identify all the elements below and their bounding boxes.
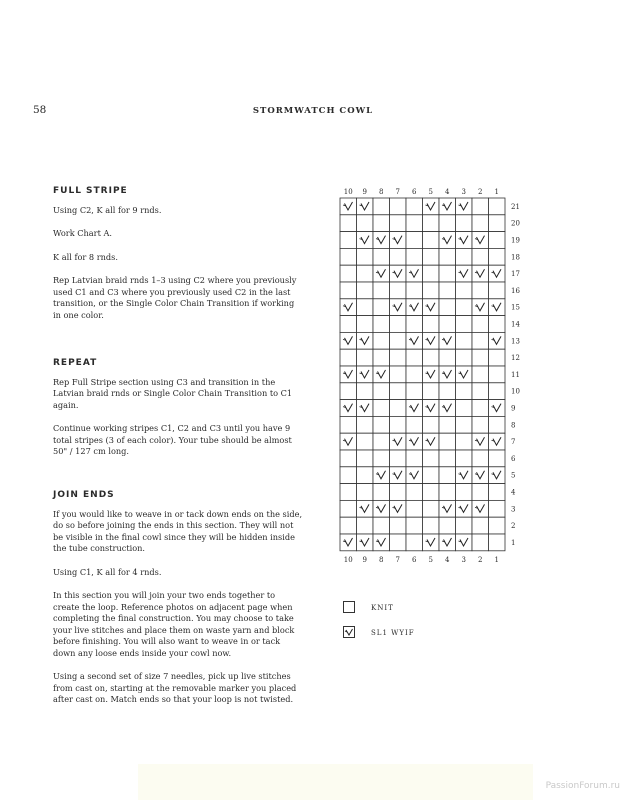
chart-cell (340, 299, 357, 316)
chart-cell (489, 198, 506, 215)
chart-cell (357, 450, 374, 467)
chart-cell (390, 299, 407, 316)
chart-cell (423, 316, 440, 333)
chart-cell (472, 534, 489, 551)
chart-cell (340, 282, 357, 299)
section-full-stripe (53, 186, 303, 333)
row-label: 12 (511, 354, 520, 363)
chart-cell (439, 467, 456, 484)
chart-cell (472, 215, 489, 232)
chart-cell (489, 248, 506, 265)
chart-cell (406, 299, 423, 316)
chart-cell (423, 400, 440, 417)
chart-cell (390, 400, 407, 417)
watermark: PassionForum.ru (545, 781, 620, 791)
row-label: 7 (511, 438, 516, 447)
paragraph: If you would like to weave in or tack down ends on the side, do so before joining the ends in this section. They will not be visible in the final cowl since they will be hidden inside the tube construction. (53, 508, 303, 553)
chart-cell (390, 433, 407, 450)
chart-cell (390, 500, 407, 517)
chart-cell (489, 282, 506, 299)
chart-cell (456, 383, 473, 400)
chart-cell (423, 332, 440, 349)
chart-cell (456, 450, 473, 467)
chart-cell (423, 349, 440, 366)
chart-cell (439, 198, 456, 215)
chart-cell (390, 349, 407, 366)
chart-cell (390, 332, 407, 349)
chart-cell (439, 215, 456, 232)
chart-cell (489, 332, 506, 349)
chart-cell (390, 215, 407, 232)
chart-cell (406, 416, 423, 433)
footer-strip (138, 764, 533, 800)
chart-cell (423, 232, 440, 249)
chart-cell (472, 517, 489, 534)
chart-cell (423, 383, 440, 400)
chart-cell (357, 400, 374, 417)
chart-cell (423, 433, 440, 450)
chart-cell (406, 433, 423, 450)
chart-cell (423, 500, 440, 517)
chart-cell (406, 349, 423, 366)
chart-cell (489, 366, 506, 383)
chart-cell (439, 366, 456, 383)
chart-cell (439, 450, 456, 467)
chart-cell (373, 316, 390, 333)
row-label: 6 (511, 454, 516, 463)
chart-cell (439, 484, 456, 501)
chart-cell (340, 500, 357, 517)
chart-cell (357, 517, 374, 534)
paragraph: Rep Latvian braid rnds 1–3 using C2 where you previously used C1 and C3 where you previously used C2 in the last transition, or the Single Color Chain Transition if working in one color. (53, 275, 297, 320)
paragraph: Using a second set of size 7 needles, pick up live stitches from cast on, starting at the removable marker you placed after cast on. Match ends so that your loop is not twisted. (53, 671, 297, 704)
column-label-top: 8 (379, 188, 384, 196)
chart-cell (406, 383, 423, 400)
chart-cell (406, 198, 423, 215)
chart-cell (357, 299, 374, 316)
chart-cell (472, 299, 489, 316)
chart-cell (340, 232, 357, 249)
chart-cell (456, 299, 473, 316)
chart-cell (406, 232, 423, 249)
chart-cell (390, 248, 407, 265)
chart-cell (340, 416, 357, 433)
row-label: 13 (511, 337, 520, 346)
chart-cell (373, 198, 390, 215)
chart-cell (456, 349, 473, 366)
column-label-top: 5 (428, 188, 433, 196)
chart-cell (472, 400, 489, 417)
chart-cell (406, 248, 423, 265)
legend-label-knit: KNIT (371, 604, 394, 612)
chart-cell (472, 366, 489, 383)
chart-cell (472, 282, 489, 299)
chart-cell (472, 416, 489, 433)
chart-cell (423, 450, 440, 467)
row-label: 8 (511, 421, 516, 430)
chart-cell (340, 248, 357, 265)
column-label-top: 6 (412, 188, 417, 196)
chart-cell (373, 500, 390, 517)
chart-cell (423, 215, 440, 232)
chart-cell (373, 366, 390, 383)
chart-cell (456, 366, 473, 383)
chart-cell (357, 332, 374, 349)
chart-cell (340, 484, 357, 501)
chart-a (335, 185, 535, 579)
column-label-bottom: 5 (428, 555, 433, 564)
chart-cell (406, 467, 423, 484)
chart-cell (456, 416, 473, 433)
chart-cell (406, 517, 423, 534)
chart-cell (489, 484, 506, 501)
chart-cell (489, 400, 506, 417)
row-label: 2 (511, 522, 516, 531)
chart-cell (406, 215, 423, 232)
chart-cell (456, 282, 473, 299)
chart-cell (472, 198, 489, 215)
chart-cell (439, 332, 456, 349)
column-label-top: 4 (445, 188, 450, 196)
paragraph: K all for 8 rnds. (53, 251, 118, 262)
chart-cell (406, 332, 423, 349)
chart-cell (340, 467, 357, 484)
chart-cell (406, 534, 423, 551)
row-label: 21 (511, 202, 520, 211)
chart-cell (423, 198, 440, 215)
chart-cell (373, 400, 390, 417)
section-join-ends (53, 490, 303, 718)
chart-cell (390, 198, 407, 215)
row-label: 9 (511, 404, 516, 413)
column-label-bottom: 9 (362, 555, 367, 564)
chart-cell (357, 248, 374, 265)
chart-cell (373, 265, 390, 282)
chart-cell (423, 416, 440, 433)
chart-cell (423, 484, 440, 501)
chart-cell (340, 433, 357, 450)
chart-cell (472, 500, 489, 517)
chart-cell (439, 248, 456, 265)
chart-cell (423, 299, 440, 316)
chart-cell (373, 349, 390, 366)
chart-cell (390, 282, 407, 299)
chart-cell (489, 433, 506, 450)
row-label: 18 (511, 253, 520, 262)
chart-cell (423, 467, 440, 484)
row-label: 5 (511, 471, 516, 480)
chart-cell (439, 517, 456, 534)
chart-cell (439, 349, 456, 366)
chart-cell (340, 349, 357, 366)
chart-cell (489, 416, 506, 433)
chart-cell (373, 248, 390, 265)
knit-symbol-icon (343, 601, 355, 613)
column-label-bottom: 6 (412, 555, 417, 564)
chart-cell (373, 534, 390, 551)
chart-cell (390, 467, 407, 484)
chart-cell (340, 332, 357, 349)
chart-cell (489, 467, 506, 484)
chart-cell (390, 316, 407, 333)
chart-cell (456, 517, 473, 534)
chart-cell (390, 534, 407, 551)
chart-cell (390, 366, 407, 383)
chart-cell (357, 383, 374, 400)
chart-cell (340, 366, 357, 383)
chart-cell (373, 282, 390, 299)
chart-cell (357, 215, 374, 232)
chart-cell (456, 215, 473, 232)
row-label: 1 (511, 538, 516, 547)
column-label-bottom: 3 (461, 555, 466, 564)
chart-cell (390, 383, 407, 400)
chart-cell (489, 349, 506, 366)
row-label: 3 (511, 505, 516, 514)
chart-cell (357, 198, 374, 215)
chart-cell (357, 349, 374, 366)
chart-cell (340, 265, 357, 282)
row-label: 11 (511, 370, 520, 379)
row-label: 19 (511, 236, 520, 245)
paragraph: Continue working stripes C1, C2 and C3 until you have 9 total stripes (3 of each color). Your tube should be almost 50" / 127 cm long. (53, 423, 292, 456)
chart-cell (489, 316, 506, 333)
row-label: 14 (511, 320, 520, 329)
row-label: 4 (511, 488, 516, 497)
chart-cell (373, 467, 390, 484)
chart-cell (439, 265, 456, 282)
chart-cell (439, 316, 456, 333)
paragraph: Rep Full Stripe section using C3 and transition in the Latvian braid rnds or Single Color Chain Transition to C1 again. (53, 376, 293, 410)
row-label: 17 (511, 270, 520, 279)
section-heading: FULL STRIPE (53, 186, 128, 196)
chart-cell (406, 400, 423, 417)
chart-cell (373, 332, 390, 349)
chart-cell (472, 383, 489, 400)
chart-cell (472, 484, 489, 501)
column-label-top: 7 (395, 188, 400, 196)
chart-cell (489, 534, 506, 551)
chart-cell (390, 416, 407, 433)
chart-cell (456, 400, 473, 417)
chart-cell (489, 232, 506, 249)
chart-cell (423, 534, 440, 551)
chart-cell (340, 215, 357, 232)
chart-cell (423, 265, 440, 282)
chart-cell (340, 450, 357, 467)
chart-cell (406, 316, 423, 333)
column-label-top: 9 (362, 188, 367, 196)
column-label-top: 3 (461, 188, 466, 196)
chart-cell (390, 484, 407, 501)
row-label: 16 (511, 286, 520, 295)
chart-cell (439, 400, 456, 417)
paragraph: In this section you will join your two ends together to create the loop. Reference photos on adjacent page when completing the final construction. You may choose to take your live stitches and place them on waste yarn and block before finishing. You will also want to weave in or tack down any loose ends inside your cowl now. (53, 590, 295, 658)
chart-cell (373, 450, 390, 467)
chart-cell (357, 433, 374, 450)
chart-cell (423, 248, 440, 265)
chart-cell (456, 484, 473, 501)
chart-cell (489, 500, 506, 517)
chart-cell (423, 282, 440, 299)
chart-cell (373, 433, 390, 450)
stitch-chart (335, 185, 535, 575)
chart-cell (340, 400, 357, 417)
chart-cell (472, 349, 489, 366)
chart-cell (423, 517, 440, 534)
row-label: 15 (511, 303, 520, 312)
chart-cell (472, 433, 489, 450)
section-heading: REPEAT (53, 358, 98, 368)
chart-cell (357, 366, 374, 383)
chart-cell (340, 517, 357, 534)
chart-cell (439, 416, 456, 433)
running-head-title: STORMWATCH COWL (252, 106, 374, 116)
chart-cell (340, 316, 357, 333)
chart-cell (439, 232, 456, 249)
slip-symbol-icon (343, 626, 355, 638)
chart-cell (357, 282, 374, 299)
chart-cell (340, 534, 357, 551)
chart-cell (340, 198, 357, 215)
column-label-bottom: 10 (343, 555, 353, 564)
chart-cell (489, 299, 506, 316)
chart-cell (456, 232, 473, 249)
chart-cell (489, 517, 506, 534)
chart-cell (456, 500, 473, 517)
chart-cell (472, 265, 489, 282)
chart-cell (423, 366, 440, 383)
column-label-top: 1 (494, 188, 499, 196)
column-label-bottom: 1 (494, 555, 499, 564)
chart-cell (406, 282, 423, 299)
chart-cell (390, 517, 407, 534)
chart-cell (439, 534, 456, 551)
chart-cell (406, 450, 423, 467)
chart-cell (373, 517, 390, 534)
chart-cell (456, 534, 473, 551)
chart-cell (439, 282, 456, 299)
row-label: 20 (511, 219, 520, 228)
chart-cell (357, 416, 374, 433)
chart-cell (373, 484, 390, 501)
chart-cell (390, 265, 407, 282)
chart-cell (456, 433, 473, 450)
chart-cell (472, 232, 489, 249)
chart-cell (489, 450, 506, 467)
section-heading: JOIN ENDS (53, 490, 115, 500)
chart-cell (357, 265, 374, 282)
chart-cell (390, 450, 407, 467)
chart-cell (456, 316, 473, 333)
section-repeat (53, 358, 303, 470)
chart-cell (390, 232, 407, 249)
column-label-bottom: 2 (478, 555, 483, 564)
chart-cell (489, 265, 506, 282)
chart-cell (373, 299, 390, 316)
column-label-top: 2 (478, 188, 483, 196)
chart-cell (456, 467, 473, 484)
chart-cell (406, 484, 423, 501)
chart-cell (357, 484, 374, 501)
page-number: 58 (33, 104, 47, 116)
paragraph: Using C2, K all for 9 rnds. (53, 204, 162, 215)
legend-label-slip: SL1 WYIF (371, 629, 415, 637)
chart-cell (439, 500, 456, 517)
chart-cell (373, 383, 390, 400)
chart-cell (406, 265, 423, 282)
chart-cell (439, 433, 456, 450)
chart-cell (357, 467, 374, 484)
column-label-top: 10 (343, 188, 353, 196)
chart-cell (357, 534, 374, 551)
chart-cell (489, 383, 506, 400)
chart-cell (456, 265, 473, 282)
chart-cell (357, 232, 374, 249)
column-label-bottom: 7 (395, 555, 400, 564)
chart-cell (456, 332, 473, 349)
chart-cell (439, 383, 456, 400)
chart-cell (472, 248, 489, 265)
column-label-bottom: 4 (445, 555, 450, 564)
chart-cell (357, 316, 374, 333)
chart-cell (340, 383, 357, 400)
chart-cell (373, 215, 390, 232)
chart-cell (456, 248, 473, 265)
row-label: 10 (511, 387, 520, 396)
chart-cell (439, 299, 456, 316)
chart-cell (472, 316, 489, 333)
chart-cell (472, 467, 489, 484)
chart-cell (373, 416, 390, 433)
column-label-bottom: 8 (379, 555, 384, 564)
chart-cell (472, 450, 489, 467)
chart-cell (373, 232, 390, 249)
chart-cell (489, 215, 506, 232)
chart-cell (456, 198, 473, 215)
chart-cell (357, 500, 374, 517)
paragraph: Using C1, K all for 4 rnds. (53, 566, 162, 577)
chart-cell (472, 332, 489, 349)
chart-cell (406, 366, 423, 383)
chart-cell (406, 500, 423, 517)
paragraph: Work Chart A. (53, 228, 113, 238)
